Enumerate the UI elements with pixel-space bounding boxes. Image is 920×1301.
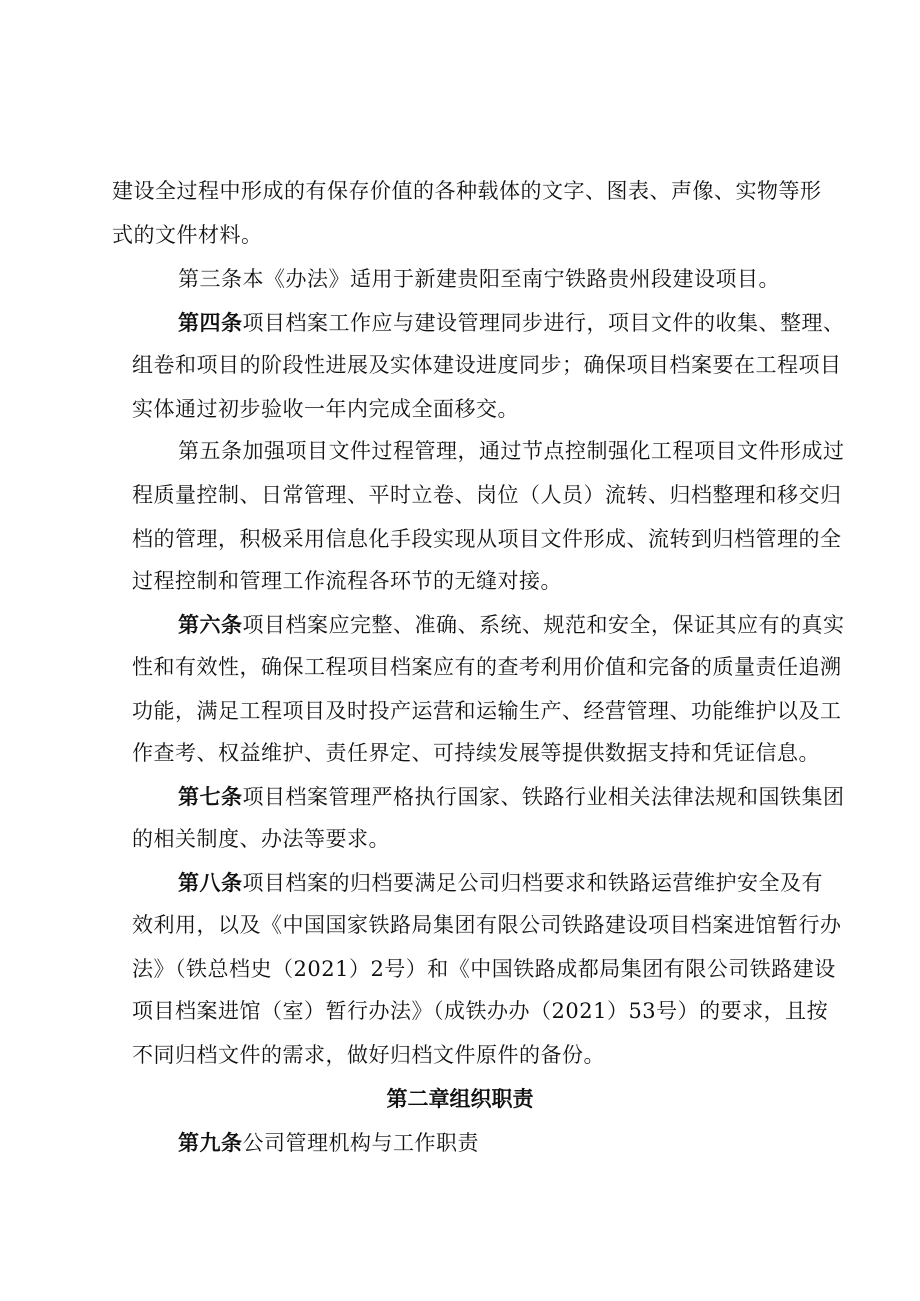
line-text: 不同归档文件的需求，做好归档文件原件的备份。 [132, 1043, 605, 1067]
line-text: 建设全过程中形成的有保存价值的各种载体的文字、图表、声像、实物等形 [112, 179, 822, 203]
text-line [178, 610, 845, 640]
line-text: 档的管理，积极采用信息化手段实现从项目文件形成、流转到归档管理的全 [132, 527, 842, 551]
text-line [132, 524, 842, 554]
line-text: 公司管理机构与工作职责 [242, 1131, 479, 1155]
line-text: 第三条本《办法》适用于新建贵阳至南宁铁路贵州段建设项目。 [178, 267, 780, 291]
text-line [178, 782, 845, 812]
text-line [178, 264, 780, 294]
line-text: 法》（铁总档史（2021）2号）和《中国铁路成都局集团有限公司铁路建设 [132, 957, 836, 981]
line-text: 项目档案管理严格执行国家、铁路行业相关法律法规和国铁集团 [242, 785, 845, 809]
line-text: 作查考、权益维护、责任界定、可持续发展等提供数据支持和凭证信息。 [132, 741, 820, 765]
line-text: 程质量控制、日常管理、平时立卷、岗位（人员）流转、归档整理和移交归 [132, 483, 842, 507]
text-line [132, 910, 842, 940]
text-line [178, 868, 823, 898]
line-text: 项目档案的归档要满足公司归档要求和铁路运营维护安全及有 [242, 871, 823, 895]
text-line [178, 308, 845, 338]
text-line [178, 436, 845, 466]
text-line [132, 696, 842, 726]
text-line [112, 176, 822, 206]
line-text: 功能，满足工程项目及时投产运营和运输生产、经营管理、功能维护以及工 [132, 699, 842, 723]
line-text: 组卷和项目的阶段性进展及实体建设进度同步；确保项目档案要在工程项目 [132, 353, 842, 377]
article-number: 第六条 [178, 612, 243, 637]
line-text: 式的文件材料。 [112, 223, 263, 247]
line-text: 项目档案应完整、准确、系统、规范和安全，保证其应有的真实 [242, 613, 845, 637]
text-line [132, 738, 820, 768]
article-number: 第四条 [178, 310, 243, 335]
line-text: 效利用，以及《中国国家铁路局集团有限公司铁路建设项目档案进馆暂行办 [132, 913, 842, 937]
line-text: 的相关制度、办法等要求。 [132, 827, 390, 851]
line-text: 实体通过初步验收一年内完成全面移交。 [132, 397, 519, 421]
chapter-heading: 第二章组织职责 [386, 1086, 534, 1111]
article-number: 第七条 [178, 784, 243, 809]
text-line [132, 652, 842, 682]
line-text: 过程控制和管理工作流程各环节的无缝对接。 [132, 569, 562, 593]
text-line [132, 1040, 605, 1070]
text-line [132, 954, 836, 984]
article-number: 第九条 [178, 1130, 243, 1155]
text-line [132, 350, 842, 380]
text-line [132, 566, 562, 596]
article-number: 第八条 [178, 870, 243, 895]
line-text: 项目档案进馆（室）暂行办法》（成铁办办（2021）53号）的要求，且按 [132, 999, 829, 1023]
line-text: 第五条加强项目文件过程管理，通过节点控制强化工程项目文件形成过 [178, 439, 845, 463]
text-line [132, 824, 390, 854]
text-line [178, 1128, 479, 1158]
text-line [132, 394, 519, 424]
text-line [132, 480, 842, 510]
line-text: 性和有效性，确保工程项目档案应有的查考利用价值和完备的质量责任追溯 [132, 655, 842, 679]
text-line [112, 220, 263, 250]
text-line [132, 996, 828, 1026]
line-text: 项目档案工作应与建设管理同步进行，项目文件的收集、整理、 [242, 311, 845, 335]
